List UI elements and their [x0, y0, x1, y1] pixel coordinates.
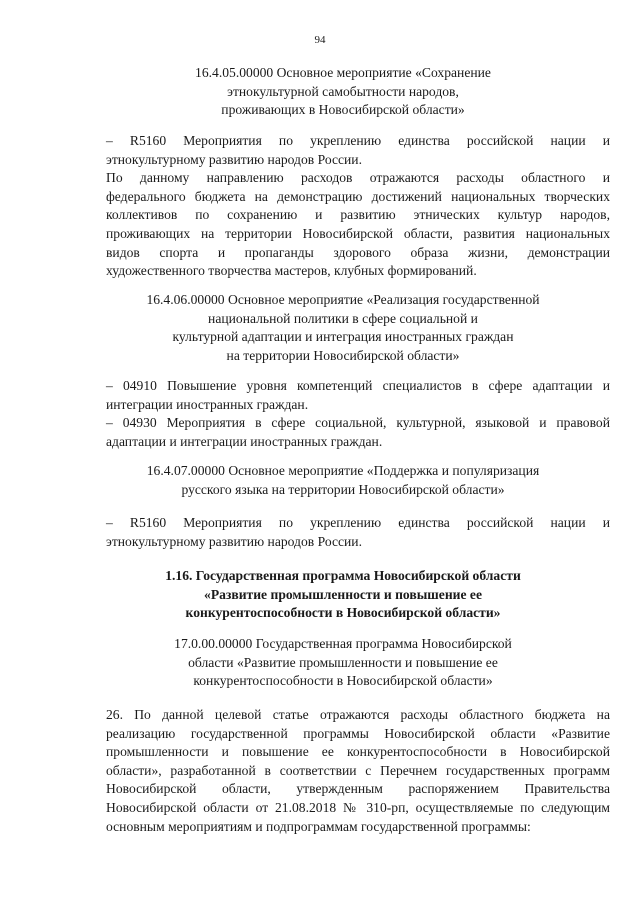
text-line: – 04930 Мероприятия в сфере социальной, культурной, языковой и правовой: [106, 415, 610, 431]
text-line: видов спорта и пропаганды здорового образа жизни, демонстрации: [106, 244, 610, 260]
heading-line: конкурентоспособности в Новосибирской области»: [193, 673, 493, 689]
text-line: Новосибирской области от 21.08.2018 № 310-рп, осуществляемые по следующим: [106, 799, 610, 815]
text-line: этнокультурному развитию народов России.: [106, 533, 362, 549]
page-number: 94: [314, 34, 326, 46]
heading-line: 16.4.07.00000 Основное мероприятие «Поддержка и популяризация: [146, 463, 540, 478]
heading-line: «Развитие промышленности и повышение ее: [204, 586, 482, 602]
section-heading-16-4-05: [76, 64, 610, 120]
heading-line: этнокультурной самобытности народов,: [227, 83, 459, 99]
text-line: реализацию государственной программы Новосибирской области «Развитие: [106, 725, 610, 741]
text-block-r5160-second: [76, 514, 610, 551]
text-line: – 04910 Повышение уровня компетенций специалистов в сфере адаптации и: [106, 378, 610, 393]
section-heading-17-0: [76, 635, 610, 691]
text-line: 26. По данной целевой статье отражаются расходы областного бюджета на: [106, 707, 610, 722]
heading-line: на территории Новосибирской области»: [226, 347, 460, 363]
text-block-04910-04930: [76, 377, 610, 451]
text-line: Новосибирской области, утвержденным распоряжением Правительства: [106, 781, 610, 797]
text-line: основным мероприятиям и подпрограммам государственной программы:: [106, 818, 531, 834]
heading-line: 1.16. Государственная программа Новосибирской области: [165, 568, 521, 583]
text-block-paragraph-26: [76, 706, 610, 836]
program-heading-1-16: [76, 567, 610, 623]
text-line: проживающих на территории Новосибирской области, развития национальных: [106, 225, 610, 241]
heading-line: области «Развитие промышленности и повышение ее: [188, 654, 498, 670]
heading-line: культурной адаптации и интеграция иностранных граждан: [172, 329, 514, 345]
paragraph: [76, 132, 610, 169]
heading-line: национальной политики в сфере социальной и: [208, 310, 478, 326]
paragraph: [76, 377, 610, 414]
text-line: художественного творчества мастеров, клубных формирований.: [106, 263, 477, 279]
heading-line: русского языка на территории Новосибирской области»: [181, 481, 505, 497]
heading-line: проживающих в Новосибирской области»: [221, 102, 465, 118]
section-heading-16-4-06: [76, 291, 610, 365]
paragraph: [76, 414, 610, 451]
section-heading-16-4-07: [76, 462, 610, 499]
text-line: интеграции иностранных граждан.: [106, 396, 309, 412]
paragraph: [76, 514, 610, 551]
text-line: промышленности и повышение ее конкурентоспособности в Новосибирской: [106, 744, 610, 760]
text-line: этнокультурному развитию народов России.: [106, 151, 362, 167]
paragraph: [76, 706, 610, 836]
heading-line: 16.4.06.00000 Основное мероприятие «Реализация государственной: [146, 292, 540, 307]
text-line: По данному направлению расходов отражаются расходы областного и: [106, 170, 610, 186]
heading-line: 17.0.00.00000 Государственная программа Новосибирской: [174, 636, 512, 651]
text-line: области», разработанной в соответствии с Перечнем государственных программ: [106, 762, 610, 778]
paragraph: [76, 169, 610, 281]
heading-line: 16.4.05.00000 Основное мероприятие «Сохранение: [195, 65, 491, 80]
text-line: федерального бюджета на демонстрацию достижений национальных творческих: [106, 188, 610, 204]
heading-line: конкурентоспособности в Новосибирской области»: [185, 605, 501, 621]
text-line: адаптации и интеграции иностранных граждан.: [106, 433, 383, 449]
text-line: – R5160 Мероприятия по укреплению единства российской нации и: [106, 133, 610, 148]
text-block-r5160-first: [76, 132, 610, 281]
text-line: коллективов по сохранению и развитию этнических культур народов,: [106, 207, 610, 223]
text-line: – R5160 Мероприятия по укреплению единства российской нации и: [106, 515, 610, 530]
